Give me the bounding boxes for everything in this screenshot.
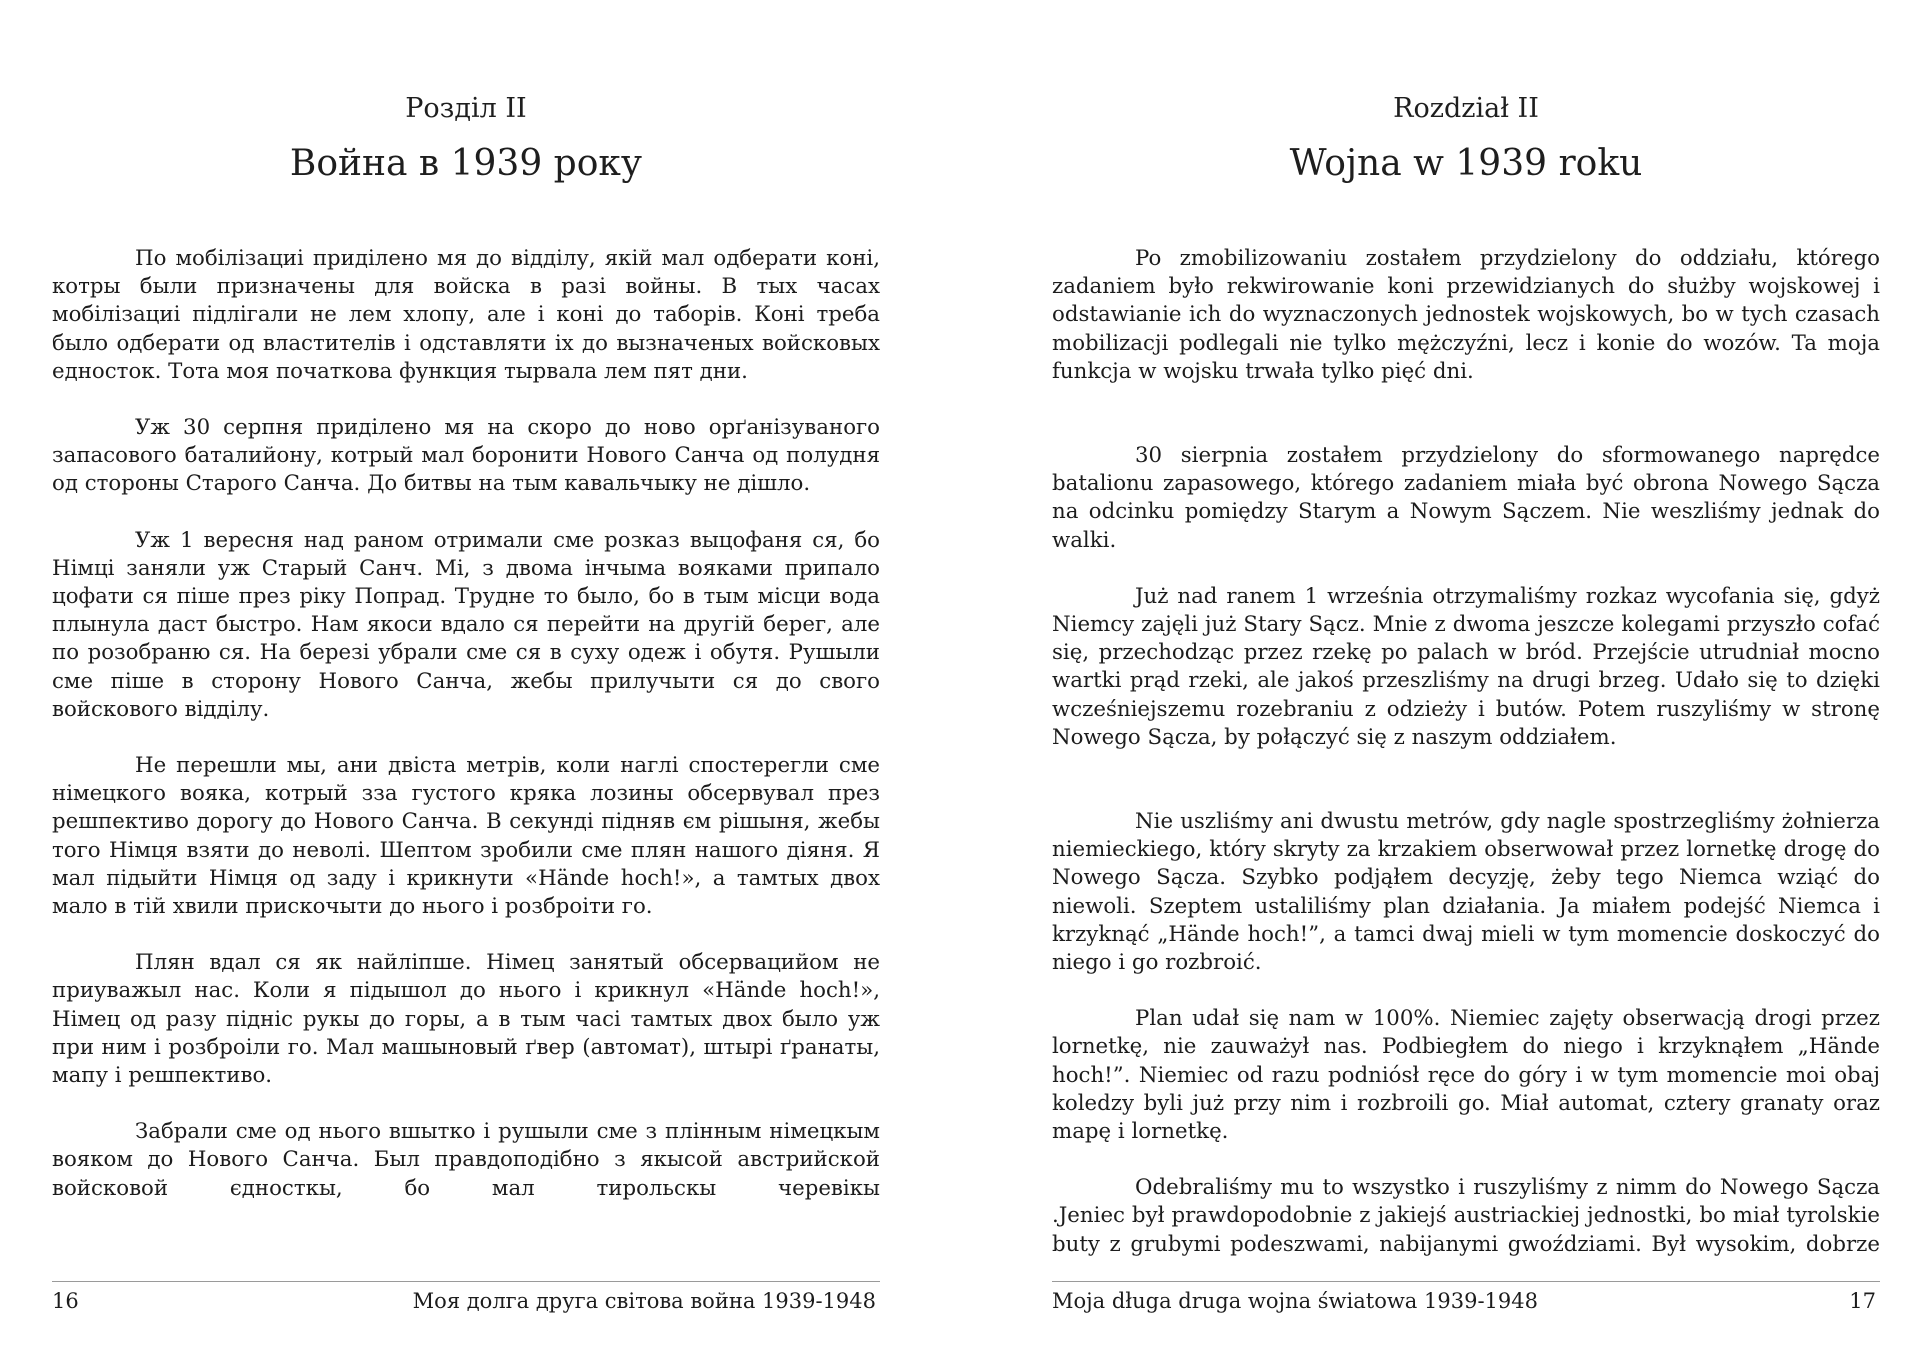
page-number: 17	[1849, 1289, 1876, 1313]
paragraph: Odebraliśmy mu to wszystko i ruszyliśmy z nimm do Nowego Sącza .Jeniec był prawdopodobnie z jakiejś austriackiej jednostki, bo miał tyrolskie buty z grubymi podeszwami, nabijanymi gwoździami. Był wysokim, dobrze	[1052, 1175, 1880, 1257]
page-number: 16	[52, 1289, 79, 1313]
paragraph: По мобілізациі приділено мя до відділу, якій мал одберати коні, котры были призначены для войска в разі войны. В тых часах мобілізациі підлігали не лем хлопу, але і коні до таборів. Коні треба было одберати од властителів і одставляти іх до вызначеных войсковых едносток. Тота моя початкова функция тырвала лем пят дни.	[52, 246, 880, 384]
page-body	[1052, 245, 1880, 1259]
paragraph: Po zmobilizowaniu zostałem przydzielony do oddziału, którego zadaniem było rekwirowanie koni przewidzianych do służby wojskowej i odstawianie ich do wyznaczonych jednostek wojskowych, bo w tych czasach mobilizacji podlegali nie tylko mężczyźni, lecz i konie do wozów. Ta moja funkcja w wojsku trwała tylko pięć dni.	[1052, 246, 1880, 384]
paragraph: Już nad ranem 1 września otrzymaliśmy rozkaz wycofania się, gdyż Niemcy zajęli już Stary Sącz. Mnie z dwoma jeszcze kolegami przyszło cofać się, przechodząc przez rzekę po palach w bród. Przejście utrudniał mocno wartki prąd rzeki, ale jakoś przeszliśmy na drugi brzeg. Udało się to dzięki wcześniejszemu rozebraniu z odzieży i butów. Potem ruszyliśmy w stronę Nowego Sącza, by połączyć się z naszym oddziałem.	[1052, 583, 1880, 750]
paragraph: Плян вдал ся як найліпше. Німец занятый обсервацийом не приуважыл нас. Коли я підышол до нього і крикнул «Hände hoch!», Німец од разу підніс рукы до горы, а в тым часі тамтых двох было уж при ним і розброіли го. Мал машыновый ґвер (автомат), штырі ґранаты, мапу і решпективо.	[52, 950, 880, 1089]
paragraph: Plan udał się nam w 100%. Niemiec zajęty obserwacją drogi przez lornetkę, nie zauważył nas. Podbiegłem do niego i krzyknąłem „Hände hoch!”. Niemiec od razu podniósł ręce do góry i w tym momencie moi obaj koledzy byli już przy nim i rozbroili go. Miał automat, cztery granaty oraz mapę i lornetkę.	[1052, 1006, 1880, 1145]
page-footer	[52, 1281, 880, 1320]
paragraph: Не перешли мы, ани двіста метрів, коли наглі спостерегли сме німецкого вояка, котрый зза густого кряка лозины обсервувал през решпективо дорогу до Нового Санча. В секунді підняв єм рішыня, жебы того Німця взяти до неволі. Шептом зробили сме плян нашого діяня. Я мал підыйти Німця од заду і крикнути «Hände hoch!», а тамтых двох мало в тій хвили прискочыти до нього і розброіти го.	[52, 753, 880, 920]
chapter-title: Война в 1939 року	[289, 143, 643, 184]
paragraph: Забрали сме од нього вшытко і рушыли сме з плінным німецкым вояком до Нового Санча. Был правдоподібно з якысой австрийской войсковой єдносткы, бо мал тирольскы черевікы	[52, 1119, 880, 1201]
chapter-heading: Rozdział II	[1393, 93, 1539, 124]
right-page	[1052, 0, 1880, 1359]
running-title: Moja długa druga wojna światowa 1939-1948	[1052, 1289, 1538, 1313]
paragraph: Уж 30 серпня приділено мя на скоро до ново орґанізуваного запасового баталийону, котрый мал боронити Нового Санча од полудня од стороны Старого Санча. До битвы на тым кавальчыку не дішло.	[52, 415, 880, 497]
page-body	[52, 245, 880, 1203]
page-footer	[1052, 1281, 1880, 1320]
chapter-heading: Розділ II	[405, 93, 527, 124]
running-title: Моя долга друга світова война 1939-1948	[412, 1289, 876, 1313]
paragraph: Nie uszliśmy ani dwustu metrów, gdy nagle spostrzegliśmy żołnierza niemieckiego, który skryty za krzakiem obserwował przez lornetkę drogę do Nowego Sącza. Szybko podjąłem decyzję, żeby tego Niemca wziąć do niewoli. Szeptem ustaliliśmy plan działania. Ja miałem podejść Niemca i krzyknąć „Hände hoch!”, a tamci dwaj mieli w tym momencie doskoczyć do niego i go rozbroić.	[1052, 809, 1880, 976]
chapter-title: Wojna w 1939 roku	[1289, 143, 1643, 184]
paragraph: 30 sierpnia zostałem przydzielony do sformowanego naprędce batalionu zapasowego, którego zadaniem miała być obrona Nowego Sącza na odcinku pomiędzy Starym a Nowym Sączem. Nie weszliśmy jednak do walki.	[1052, 443, 1880, 553]
left-page	[52, 0, 880, 1359]
paragraph: Уж 1 вересня над раном отримали сме розказ выцофаня ся, бо Німці заняли уж Старый Санч. Мі, з двома інчыма вояками припало цофати ся піше през ріку Попрад. Трудне то было, бо в тым місци вода плынула даст быстро. Нам якоси вдало ся перейти на другій берег, але по розобраню ся. На березі убрали сме ся в суху одеж і обутя. Рушыли сме піше в сторону Нового Санча, жебы прилучыти ся до свого войскового відділу.	[52, 527, 880, 722]
